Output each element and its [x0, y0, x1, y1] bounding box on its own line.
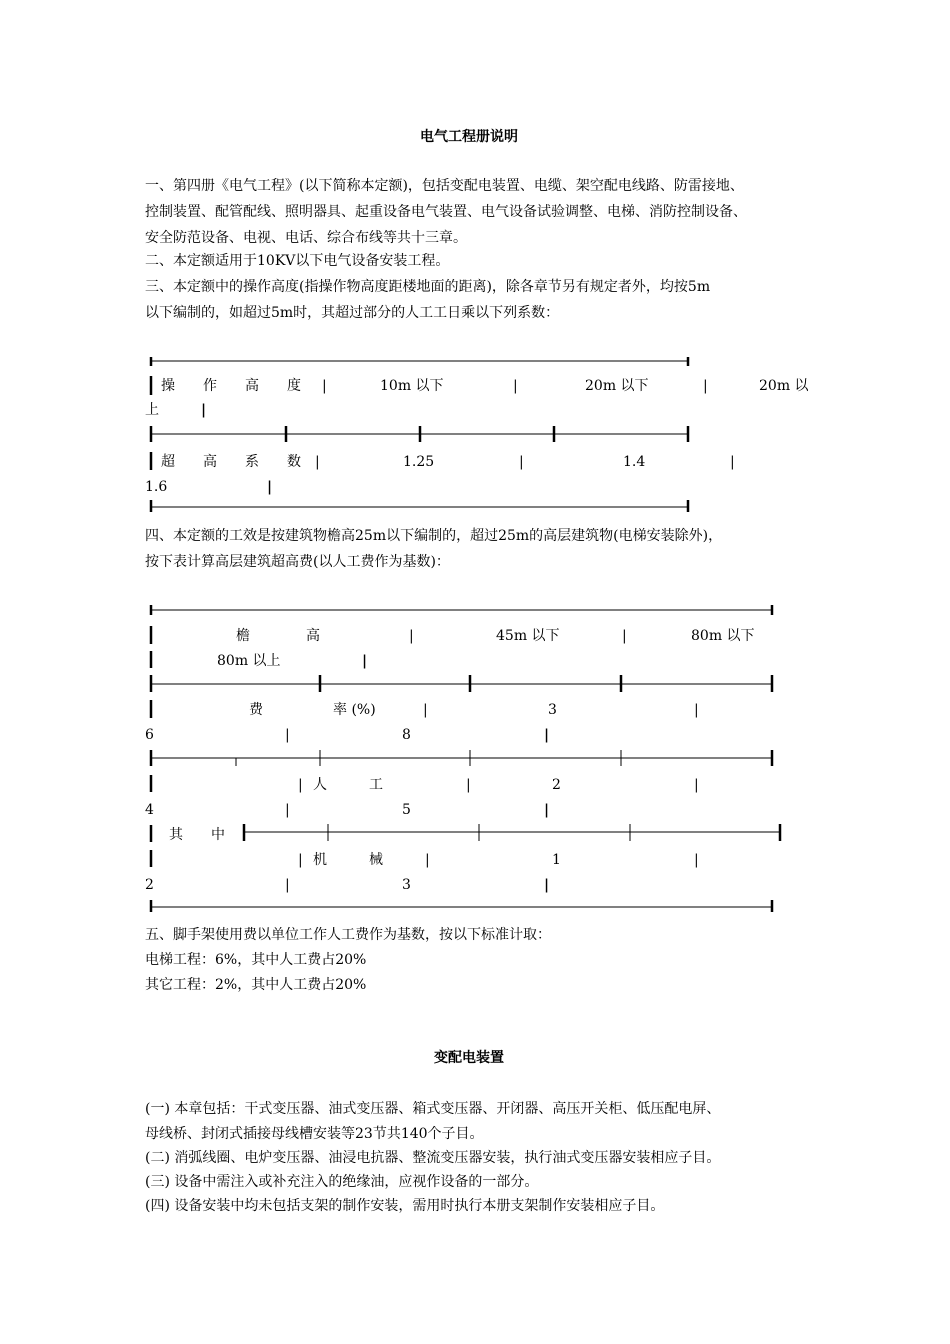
- table2-rate-c1: 3: [548, 702, 557, 718]
- sec2-line4: (三) 设备中需注入或补充注入的绝缘油，应视作设备的一部分。: [145, 1174, 539, 1190]
- table2-sep: |: [285, 802, 290, 818]
- para3-line1: 三、本定额中的操作高度(指操作物高度距楼地面的距离)，除各章节另有规定者外，均按5m: [145, 279, 711, 295]
- table2-header-label: 檐 高: [236, 628, 320, 644]
- table2-sep: |: [362, 653, 368, 669]
- table2-sep: |: [622, 628, 627, 644]
- para1-line3: 安全防范设备、电视、电话、综合布线等共十三章。: [145, 230, 467, 246]
- para1-line2: 控制装置、配管配线、照明器具、起重设备电气装置、电气设备试验调整、电梯、消防控制设备、: [145, 204, 747, 220]
- table1-header-c3-wrap: 上: [145, 402, 159, 418]
- table1-sep: |: [730, 454, 735, 470]
- para3-line2: 以下编制的，如超过5m时，其超过部分的人工工日乘以下列系数：: [145, 305, 560, 321]
- table1-sep: |: [513, 378, 518, 394]
- table2-sep: |: [285, 727, 290, 743]
- table2-header-c1: 45m 以下: [496, 628, 560, 644]
- para1-line1: 一、第四册《电气工程》(以下简称本定额)，包括变配电装置、电缆、架空配电线路、防雷接地、: [145, 178, 744, 194]
- table2-sep: |: [544, 877, 550, 893]
- sec2-line5: (四) 设备安装中均未包括支架的制作安装，需用时执行本册支架制作安装相应子目。: [145, 1198, 665, 1214]
- table2-sep: |: [298, 777, 303, 793]
- table2-machine-label: 机 械: [313, 852, 383, 868]
- table2-sep: |: [466, 777, 471, 793]
- table2-machine-c3: 3: [402, 877, 411, 893]
- table2-sep: |: [425, 852, 430, 868]
- para5-other: 其它工程：2%，其中人工费占20%: [145, 977, 367, 993]
- para4-line2: 按下表计算高层建筑超高费(以人工费作为基数)：: [145, 554, 450, 570]
- table2-labor-c1: 2: [552, 777, 561, 793]
- table2-group-label: 其 中: [169, 827, 225, 843]
- table2-labor-c2: 4: [145, 802, 154, 818]
- table1-header-c1: 10m 以下: [380, 378, 444, 394]
- table1-sep: |: [201, 402, 207, 418]
- table2-sep: |: [409, 628, 414, 644]
- sec2-line2: 母线桥、封闭式插接母线槽安装等23节共140个子目。: [145, 1126, 484, 1142]
- table2-machine-c1: 1: [552, 852, 561, 868]
- table2-sep: |: [544, 802, 550, 818]
- table2-sep: |: [694, 702, 699, 718]
- table1-sep: |: [267, 479, 273, 495]
- table2-sep: |: [694, 777, 699, 793]
- table2-machine-c2: 2: [145, 877, 154, 893]
- page-title: 电气工程册说明: [420, 129, 518, 145]
- table2-header-c2: 80m 以下: [691, 628, 755, 644]
- table1-sep: |: [519, 454, 524, 470]
- table2-sep: |: [298, 852, 303, 868]
- table2-rate-c2: 6: [145, 727, 154, 743]
- sec2-line3: (二) 消弧线圈、电炉变压器、油浸电抗器、整流变压器安装，执行油式变压器安装相应子目。: [145, 1150, 721, 1166]
- table2-labor-label: 人 工: [313, 777, 383, 793]
- table2-sep: |: [423, 702, 428, 718]
- table2-rate-c3: 8: [402, 727, 411, 743]
- table1-sep: |: [315, 454, 320, 470]
- table1-row-c1: 1.25: [403, 454, 435, 470]
- table1-sep: |: [322, 378, 327, 394]
- table2-header-c3: 80m 以上: [217, 653, 281, 669]
- table1-row-c2: 1.4: [623, 454, 646, 470]
- table2-rate-label: 费 率 (%): [249, 702, 376, 718]
- table2-labor-c3: 5: [402, 802, 411, 818]
- table1-row-label: 超 高 系 数: [161, 454, 301, 470]
- table1-header-label: 操 作 高 度: [161, 378, 301, 394]
- section-title: 变配电装置: [434, 1050, 504, 1066]
- sec2-line1: (一) 本章包括：干式变压器、油式变压器、箱式变压器、开闭器、高压开关柜、低压配电屏、: [145, 1101, 721, 1117]
- para5-elevator: 电梯工程：6%，其中人工费占20%: [145, 952, 367, 968]
- para4-line1: 四、本定额的工效是按建筑物檐高25m以下编制的，超过25m的高层建筑物(电梯安装除外)，: [145, 528, 723, 544]
- table1-header-c3: 20m 以: [759, 378, 809, 394]
- table2-sep: |: [694, 852, 699, 868]
- para5: 五、脚手架使用费以单位工作人工费作为基数，按以下标准计取：: [145, 927, 551, 943]
- table1-row-c3: 1.6: [145, 479, 168, 495]
- table1-header-c2: 20m 以下: [585, 378, 649, 394]
- table2-sep: |: [285, 877, 290, 893]
- table2-sep: |: [544, 727, 550, 743]
- table1-sep: |: [703, 378, 708, 394]
- para2: 二、本定额适用于10KV以下电气设备安装工程。: [145, 253, 450, 269]
